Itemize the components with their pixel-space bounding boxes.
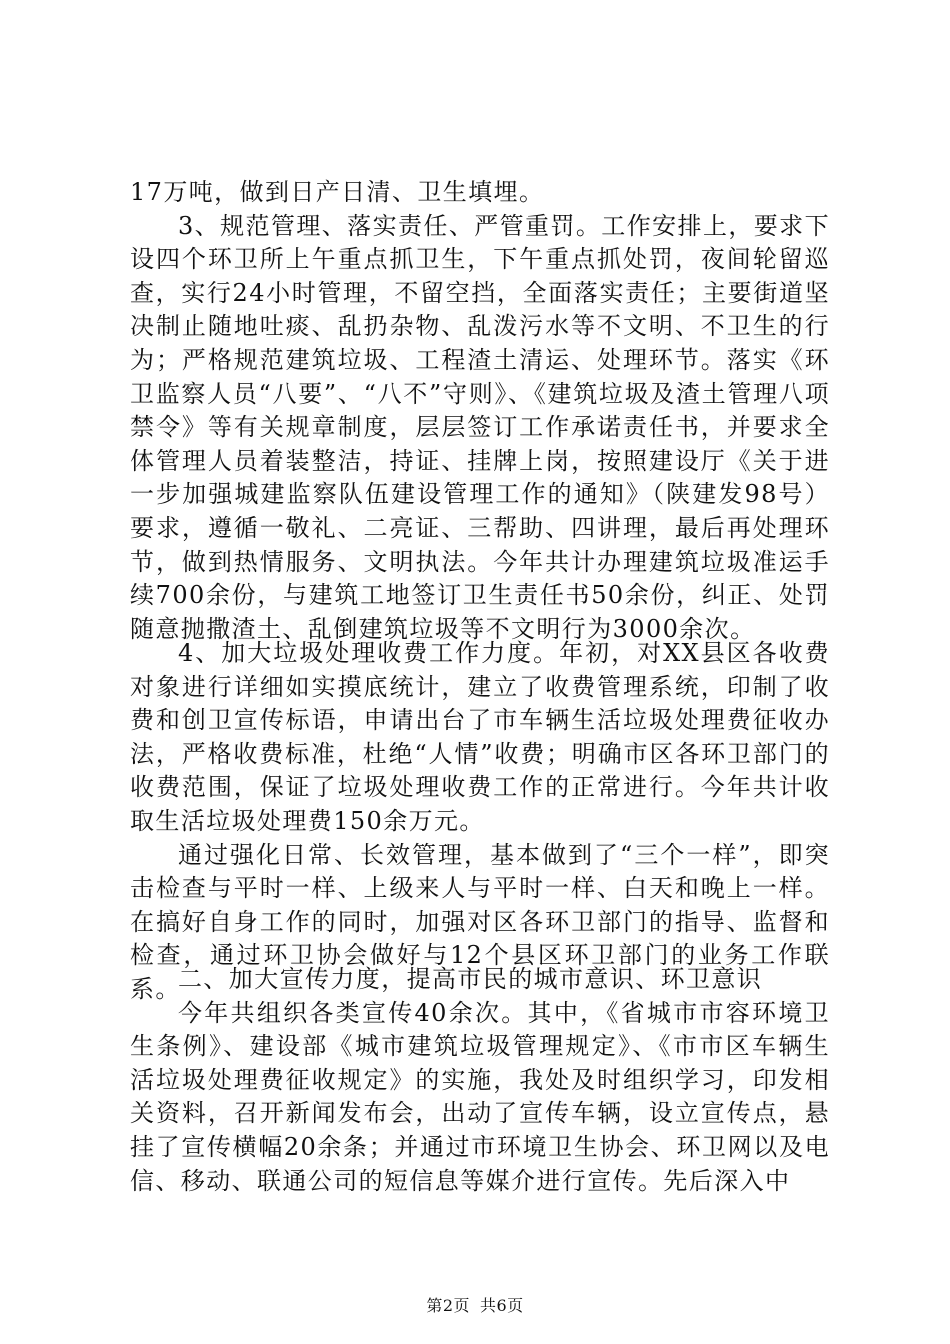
continued-line: 17万吨，做到日产日清、卫生填埋。	[130, 178, 545, 206]
section-block-1	[130, 176, 830, 646]
section-block-3	[130, 963, 830, 1198]
paragraph-item-3: 3、规范管理、落实责任、严管重罚。工作安排上，要求下设四个环卫所上午重点抓卫生，下午重点抓处罚，夜间轮留巡查，实行24小时管理，不留空挡，全面落实责任；主要街道坚决制止随地吐痰、乱扔杂物、乱泼污水等不文明、不卫生的行为；严格规范建筑垃圾、工程渣土清运、处理环节。落实《环卫监察人员“八要”、“八不”守则》、《建筑垃圾及渣土管理八项禁令》等有关规章制度，层层签订工作承诺责任书，并要求全体管理人员着装整洁，持证、挂牌上岗，按照建设厅《关于进一步加强城建监察队伍建设管理工作的通知》（陕建发98号）要求，遵循一敬礼、二亮证、三帮助、四讲理，最后再处理环节，做到热情服务、文明执法。今年共计办理建筑垃圾准运手续700余份，与建筑工地签订卫生责任书50余份，纠正、处罚随意抛撒渣土、乱倒建筑垃圾等不文明行为3000余次。	[130, 211, 830, 643]
section-heading-2: 二、加大宣传力度，提高市民的城市意识、环卫意识	[178, 965, 763, 993]
paragraph-item-4: 4、加大垃圾处理收费工作力度。年初，对XX县区各收费对象进行详细如实摸底统计，建立了收费管理系统，印制了收费和创卫宣传标语，申请出台了市车辆生活垃圾处理费征收办法，严格收费标准，杜绝“人情”收费；明确市区各环卫部门的收费范围，保证了垃圾处理收费工作的正常进行。今年共计收取生活垃圾处理费150余万元。	[130, 639, 830, 835]
page-total: 共6页	[480, 1296, 524, 1315]
page-number: 第2页	[426, 1296, 470, 1315]
paragraph-publicity: 今年共组织各类宣传40余次。其中，《省城市市容环境卫生条例》、建设部《城市建筑垃圾管理规定》、《市市区车辆生活垃圾处理费征收规定》的实施，我处及时组织学习，印发相关资料，召开新闻发布会，出动了宣传车辆，设立宣传点，悬挂了宣传横幅20余条；并通过市环境卫生协会、环卫网以及电信、移动、联通公司的短信息等媒介进行宣传。先后深入中	[130, 998, 830, 1195]
paragraph-summary: 通过强化日常、长效管理，基本做到了“三个一样”，即突击检查与平时一样、上级来人与平时一样、白天和晚上一样。在搞好自身工作的同时，加强对区各环卫部门的指导、监督和检查，通过环卫协会做好与12个县区环卫部门的业务工作联系。	[130, 840, 830, 1003]
section-block-2	[130, 637, 830, 1007]
page-footer	[0, 1296, 950, 1316]
